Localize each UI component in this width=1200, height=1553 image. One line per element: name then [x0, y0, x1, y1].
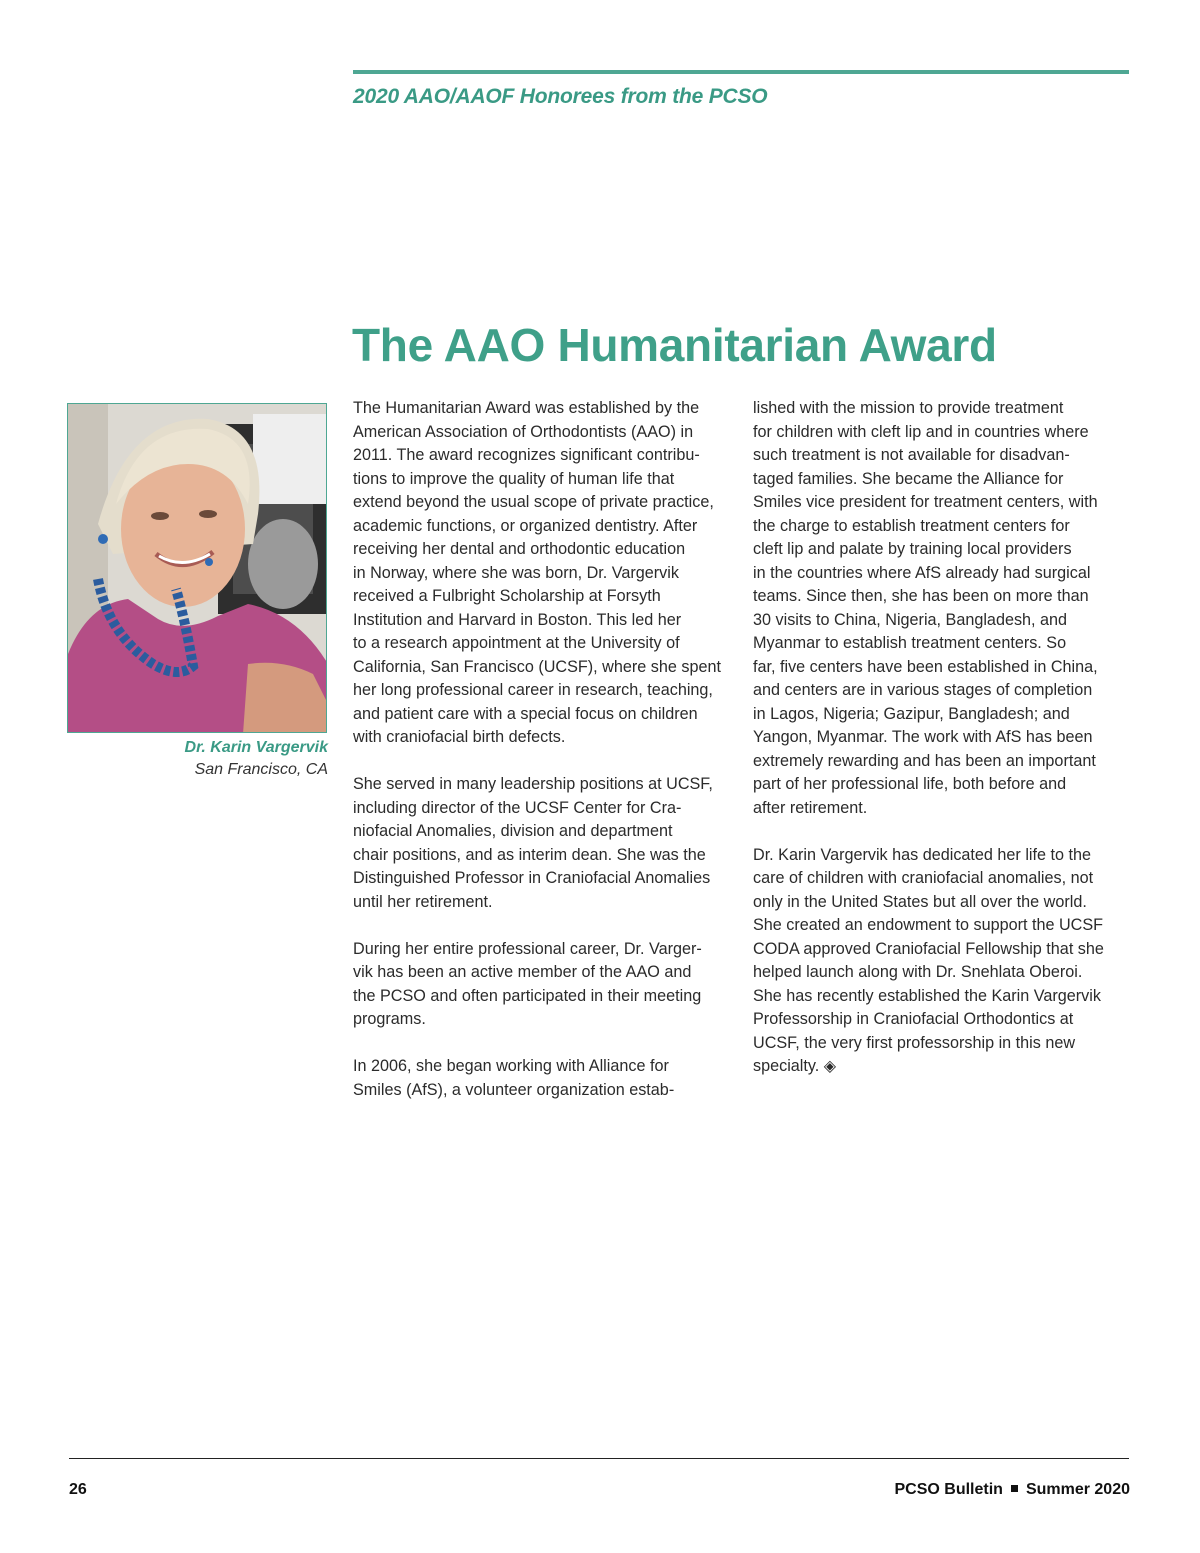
body-text-line: helped launch along with Dr. Snehlata Oberoi. — [753, 963, 1083, 981]
body-text-line: far, five centers have been established in China, — [753, 657, 1098, 676]
paragraph-break — [753, 820, 1133, 844]
body-text-line: and centers are in various stages of completion — [753, 681, 1093, 699]
body-text-line: cleft lip and palate by training local providers — [753, 540, 1072, 558]
body-text-line: Dr. Karin Vargervik has dedicated her life to the — [753, 845, 1092, 864]
body-text-line: academic functions, or organized dentistry. After — [353, 516, 698, 535]
body-text-line: and patient care with a special focus on children — [353, 704, 698, 723]
body-text-line: tions to improve the quality of human life that — [353, 469, 675, 488]
footer-publication — [894, 1481, 1130, 1499]
body-text-line: the charge to establish treatment centers for — [753, 516, 1070, 535]
body-text-line: specialty. ◈ — [753, 1057, 837, 1075]
body-text-line: after retirement. — [753, 798, 868, 817]
body-text-line: to a research appointment at the University of — [353, 634, 680, 652]
body-text-line: her long professional career in research, teaching, — [353, 681, 713, 699]
portrait-photo — [67, 403, 327, 733]
article-column-right — [753, 397, 1133, 1079]
square-bullet-icon — [1011, 1485, 1018, 1492]
body-text-line: During her entire professional career, Dr. Varger- — [353, 939, 702, 958]
paragraph-break — [353, 914, 735, 938]
body-text-line: American Association of Orthodontists (AAO) in — [353, 422, 694, 441]
body-text-line: The Humanitarian Award was established by the — [353, 399, 700, 417]
body-text-line: Smiles vice president for treatment centers, with — [753, 493, 1098, 511]
body-text-line: including director of the UCSF Center for Cra- — [353, 798, 682, 817]
page-number: 26 — [69, 1481, 87, 1498]
body-text-line: chair positions, and as interim dean. She was the — [353, 845, 706, 864]
body-text-line: In 2006, she began working with Alliance for — [353, 1057, 669, 1075]
body-text-line: teams. Since then, she has been on more than — [753, 587, 1089, 605]
body-text-line: Smiles (AfS), a volunteer organization estab- — [353, 1080, 675, 1099]
section-kicker: 2020 AAO/AAOF Honorees from the PCSO — [353, 85, 768, 108]
body-text-line: extremely rewarding and has been an important — [753, 751, 1096, 770]
issue-date: Summer 2020 — [1025, 1481, 1130, 1498]
body-text-line: such treatment is not available for disadvan- — [753, 446, 1070, 464]
body-text-line: extend beyond the usual scope of private practice, — [353, 493, 714, 511]
body-text-line: taged families. She became the Alliance for — [753, 469, 1064, 488]
body-text-line: only in the United States but all over the world. — [753, 892, 1087, 911]
body-text-line: received a Fulbright Scholarship at Forsyth — [353, 587, 661, 605]
body-text-line: for children with cleft lip and in countries where — [753, 422, 1089, 441]
body-text-line: 30 visits to China, Nigeria, Bangladesh, and — [753, 610, 1068, 629]
body-text-line: She created an endowment to support the UCSF — [753, 916, 1104, 934]
body-text-line: receiving her dental and orthodontic education — [353, 540, 686, 558]
publication-name: PCSO Bulletin — [894, 1481, 1003, 1498]
body-text-line: Professorship in Craniofacial Orthodontics at — [753, 1010, 1074, 1028]
body-text-line: She served in many leadership positions at UCSF, — [353, 775, 713, 793]
body-text-line: vik has been an active member of the AAO and — [353, 963, 692, 981]
article-column-left — [353, 397, 735, 1102]
body-text-line: niofacial Anomalies, division and department — [353, 822, 673, 840]
photo-caption-place: San Francisco, CA — [194, 761, 328, 778]
body-text-line: until her retirement. — [353, 892, 493, 911]
paragraph-break — [353, 750, 735, 774]
body-text-line: in Norway, where she was born, Dr. Vargervik — [353, 563, 679, 582]
body-text-line: Institution and Harvard in Boston. This led her — [353, 610, 682, 629]
body-text-line: Distinguished Professor in Craniofacial Anomalies — [353, 869, 711, 887]
article-title: The AAO Humanitarian Award — [352, 319, 997, 371]
body-text-line: Yangon, Myanmar. The work with AfS has been — [753, 728, 1093, 746]
portrait-illustration — [68, 404, 327, 733]
body-text-line: lished with the mission to provide treatment — [753, 399, 1064, 417]
photo-caption-name: Dr. Karin Vargervik — [184, 739, 328, 756]
body-text-line: UCSF, the very first professorship in this new — [753, 1033, 1076, 1052]
body-text-line: in the countries where AfS already had surgical — [753, 563, 1091, 582]
footer-rule — [69, 1458, 1129, 1459]
header-rule — [353, 70, 1129, 74]
body-text-line: with craniofacial birth defects. — [353, 728, 566, 746]
body-text-line: the PCSO and often participated in their meeting — [353, 986, 702, 1005]
body-text-line: programs. — [353, 1010, 426, 1028]
paragraph-break — [353, 1032, 735, 1056]
body-text-line: CODA approved Craniofacial Fellowship that she — [753, 939, 1104, 958]
body-text-line: She has recently established the Karin Vargervik — [753, 986, 1101, 1005]
body-text-line: California, San Francisco (UCSF), where she spent — [353, 657, 721, 676]
body-text-line: care of children with craniofacial anomalies, not — [753, 869, 1094, 887]
body-text-line: part of her professional life, both before and — [753, 775, 1067, 793]
body-text-line: Myanmar to establish treatment centers. So — [753, 634, 1067, 652]
body-text-line: 2011. The award recognizes significant contribu- — [353, 446, 700, 464]
body-text-line: in Lagos, Nigeria; Gazipur, Bangladesh; and — [753, 704, 1070, 723]
